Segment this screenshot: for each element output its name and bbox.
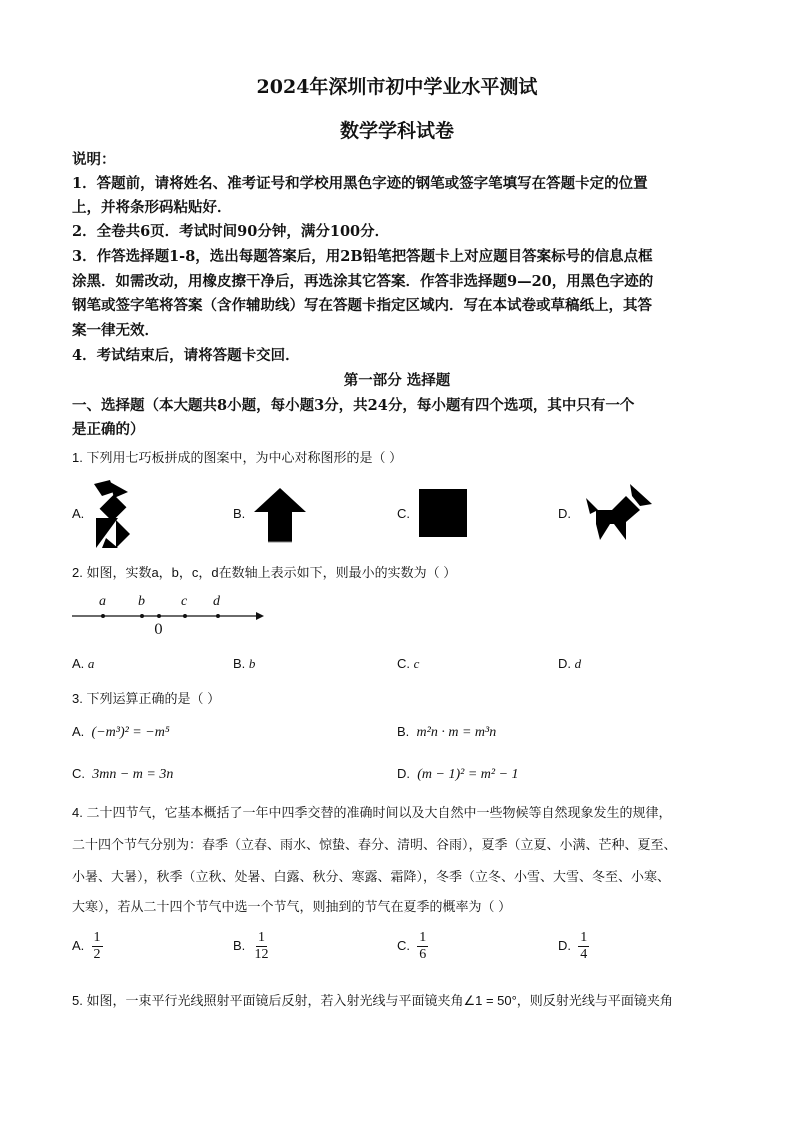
tangram-rabbit-icon	[88, 478, 138, 550]
q4-option-c[interactable]: C. $\frac{1}{6}$	[397, 930, 427, 962]
axis-label-d: d	[213, 594, 220, 609]
section-heading-line2: 是正确的）	[72, 421, 145, 438]
fraction-one-quarter: $\frac{1}{4}$	[580, 930, 588, 962]
axis-label-c: c	[181, 594, 188, 609]
q2-option-a[interactable]: A. a	[72, 656, 95, 671]
q4-line1: 4. 二十四节气，它基本概括了一年中四季交替的准确时间以及大自然中一些物候等自然现象发生的规律，	[72, 805, 672, 820]
point-origin	[157, 614, 161, 618]
axis-label-a: a	[99, 594, 106, 609]
instruction-4: 4．考试结束后，请将答题卡交回．	[72, 347, 300, 364]
axis-label-b: b	[138, 594, 145, 609]
q5-line1: 5. 如图，一束平行光线照射平面镜后反射，若入射光线与平面镜夹角∠1 = 50°，则反射光线与平面镜夹角	[72, 993, 673, 1008]
tangram-dog-icon	[582, 482, 656, 542]
exam-subtitle: 数学学科试卷	[339, 120, 454, 142]
q4-line3: 小暑、大暑），秋季（立秋、处暑、白露、秋分、寒露、霜降），冬季（立冬、小雪、大雪、冬至、小寒、	[72, 869, 671, 884]
tangram-arrow-icon	[252, 486, 308, 544]
instruction-3-line3: 钢笔或签字笔将答案（含作辅助线）写在答题卡指定区域内．写在本试卷或草稿纸上，其答	[72, 297, 652, 314]
point-d	[216, 614, 220, 618]
instruction-2: 2．全卷共6页．考试时间90分钟，满分100分．	[72, 223, 390, 240]
q2-option-c[interactable]: C. c	[397, 656, 420, 671]
q1-option-d-label[interactable]: D.	[558, 506, 571, 521]
q2-option-d[interactable]: D. d	[558, 656, 582, 671]
q2-stem: 2. 如图，实数a，b，c，d在数轴上表示如下，则最小的实数为（ ）	[72, 565, 457, 580]
q3-option-b[interactable]: B. m²n · m = m³n	[397, 724, 497, 740]
instruction-3-line1: 3．作答选择题1-8，选出每题答案后，用2B铅笔把答题卡上对应题目答案标号的信息点框	[72, 248, 653, 265]
exam-title: 2024年深圳市初中学业水平测试	[256, 76, 538, 98]
q4-option-d[interactable]: D. $\frac{1}{4}$	[558, 930, 588, 962]
q3-option-a[interactable]: A. (−m³)² = −m⁵	[72, 724, 170, 740]
instruction-1-line2: 上，并将条形码粘贴好．	[72, 199, 232, 216]
q1-option-b-label[interactable]: B.	[233, 506, 246, 521]
fraction-one-sixth: $\frac{1}{6}$	[419, 930, 427, 962]
instruction-3-line4: 案一律无效．	[72, 322, 159, 339]
instruction-3-line2: 涂黑．如需改动，用橡皮擦干净后，再选涂其它答案．作答非选择题9—20，用黑色字迹的	[72, 273, 654, 290]
point-b	[140, 614, 144, 618]
tangram-square-icon	[418, 488, 468, 538]
fraction-one-half: $\frac{1}{2}$	[93, 930, 101, 962]
part1-heading: 第一部分 选择题	[343, 372, 451, 389]
q3-option-c[interactable]: C. 3mn − m = 3n	[72, 766, 174, 782]
number-line-arrowhead	[256, 612, 264, 620]
q4-line4: 大寒），若从二十四个节气中选一个节气，则抽到的节气在夏季的概率为（ ）	[72, 899, 512, 914]
axis-origin-label: 0	[154, 622, 163, 638]
instructions-label: 说明：	[72, 151, 116, 168]
q3-stem: 3. 下列运算正确的是（ ）	[72, 691, 221, 706]
point-c	[183, 614, 187, 618]
q1-stem: 1. 下列用七巧板拼成的图案中，为中心对称图形的是（ ）	[72, 450, 403, 465]
q4-line2: 二十四个节气分别为：春季（立春、雨水、惊蛰、春分、清明、谷雨），夏季（立夏、小满、芒种、夏至、	[72, 837, 677, 852]
q3-option-d[interactable]: D. (m − 1)² = m² − 1	[397, 766, 519, 782]
q1-option-a-label[interactable]: A.	[72, 506, 85, 521]
q4-option-b[interactable]: B. $\frac{1}{12}$	[233, 930, 269, 962]
point-a	[101, 614, 105, 618]
q1-option-c-label[interactable]: C.	[397, 506, 410, 521]
q4-option-a[interactable]: A. $\frac{1}{2}$	[72, 930, 101, 962]
fraction-one-twelfth: $\frac{1}{12}$	[254, 930, 269, 962]
q2-option-b[interactable]: B. b	[233, 656, 256, 671]
instruction-1-line1: 1．答题前，请将姓名、准考证号和学校用黑色字迹的钢笔或签字笔填写在答题卡定的位置	[72, 175, 648, 192]
section-heading-line1: 一、选择题（本大题共8小题，每小题3分，共24分，每小题有四个选项，其中只有一个	[72, 397, 635, 414]
